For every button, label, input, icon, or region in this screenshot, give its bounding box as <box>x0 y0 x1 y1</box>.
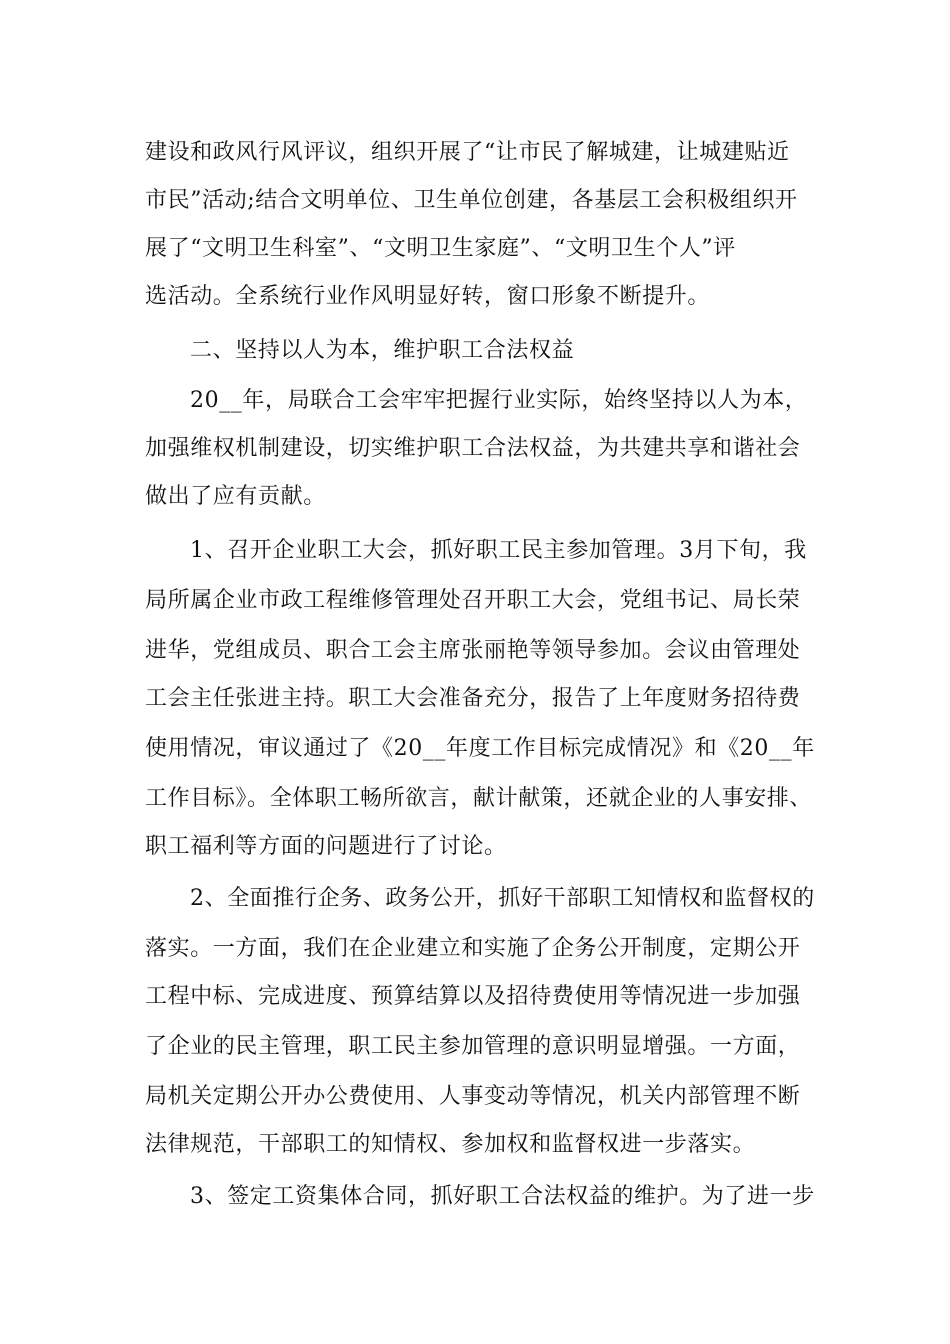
body-text-line: 市民”活动;结合文明单位、卫生单位创建，各基层工会积极组织开 <box>145 188 798 213</box>
body-text-line: 2、全面推行企务、政务公开，抓好干部职工知情权和监督权的 <box>190 886 815 911</box>
body-text-line: 选活动。全系统行业作风明显好转，窗口形象不断提升。 <box>145 284 711 309</box>
body-text-line: 工程中标、完成进度、预算结算以及招待费使用等情况进一步加强 <box>145 984 801 1009</box>
body-text-line: 进华，党组成员、职合工会主席张丽艳等领导参加。会议由管理处 <box>145 638 801 663</box>
body-text-line: 20__年，局联合工会牢牢把握行业实际，始终坚持以人为本， <box>190 388 808 413</box>
section-heading: 二、坚持以人为本，维护职工合法权益 <box>190 338 575 363</box>
body-text-line: 建设和政风行风评议，组织开展了“让市民了解城建，让城建贴近 <box>145 140 790 165</box>
body-text-line: 加强维权机制建设，切实维护职工合法权益，为共建共享和谐社会 <box>145 436 801 461</box>
body-text-line: 工会主任张进主持。职工大会准备充分，报告了上年度财务招待费 <box>145 686 801 711</box>
body-text-line: 做出了应有贡献。 <box>145 484 326 509</box>
body-text-line: 了企业的民主管理，职工民主参加管理的意识明显增强。一方面， <box>145 1034 801 1059</box>
body-text-line: 局所属企业市政工程维修管理处召开职工大会，党组书记、局长荣 <box>145 588 801 613</box>
body-text-line: 落实。一方面，我们在企业建立和实施了企务公开制度，定期公开 <box>145 936 801 961</box>
body-text-line: 展了“文明卫生科室”、“文明卫生家庭”、“文明卫生个人”评 <box>145 236 736 261</box>
body-text-line: 使用情况，审议通过了《20__年度工作目标完成情况》和《20__年 <box>145 736 815 761</box>
body-text-line: 法律规范，干部职工的知情权、参加权和监督权进一步落实。 <box>145 1132 756 1157</box>
body-text-line: 3、签定工资集体合同，抓好职工合法权益的维护。为了进一步 <box>190 1184 815 1209</box>
body-text-line: 职工福利等方面的问题进行了讨论。 <box>145 834 507 859</box>
body-text-line: 工作目标》。全体职工畅所欲言，献计献策，还就企业的人事安排、 <box>145 786 813 811</box>
body-text-line: 1、召开企业职工大会，抓好职工民主参加管理。3月下旬，我 <box>190 538 807 563</box>
body-text-line: 局机关定期公开办公费使用、人事变动等情况，机关内部管理不断 <box>145 1084 801 1109</box>
